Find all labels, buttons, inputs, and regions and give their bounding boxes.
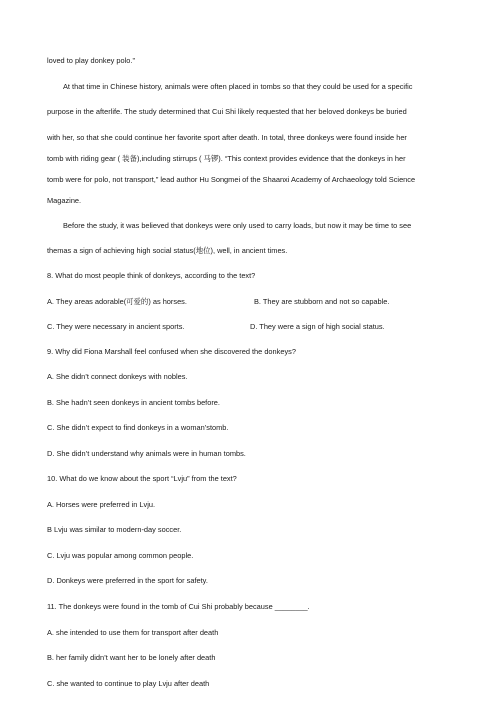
question-option: D. They were a sign of high social status. (250, 322, 385, 331)
question-option: C. She didn’t expect to find donkeys in a woman’stomb. (47, 423, 229, 432)
question-option: D. She didn’t understand why animals were in human tombs. (47, 449, 246, 458)
question-option: C. she wanted to continue to play Lvju after death (47, 679, 210, 688)
question-stem: 9. Why did Fiona Marshall feel confused when she discovered the donkeys? (47, 347, 296, 356)
question-option: A. They areas adorable(可爱的) as horses. (47, 297, 187, 306)
question-option: B. She hadn’t seen donkeys in ancient tombs before. (47, 398, 220, 407)
question-option: B. her family didn’t want her to be lonely after death (47, 653, 216, 662)
question-option-row (47, 297, 390, 307)
question-option: A. she intended to use them for transport after death (47, 628, 219, 637)
question-option: A. Horses were preferred in Lvju. (47, 500, 156, 509)
passage-text-line: purpose in the afterlife. The study determined that Cui Shi likely requested that her beloved donkeys be buried (47, 107, 407, 116)
question-stem: 10. What do we know about the sport “Lvju” from the text? (47, 474, 237, 483)
question-stem: 11. The donkeys were found in the tomb of Cui Shi probably because ________. (47, 602, 310, 611)
question-option-row (47, 322, 385, 332)
question-option: A. She didn’t connect donkeys with nobles. (47, 372, 188, 381)
passage-text-line: tomb were for polo, not transport,” lead author Hu Songmei of the Shaanxi Academy of Archaeology told Science (47, 175, 416, 184)
question-option: C. Lvju was popular among common people. (47, 551, 194, 560)
question-option: C. They were necessary in ancient sports. (47, 322, 185, 331)
question-option: B. They are stubborn and not so capable. (254, 297, 390, 306)
question-option: D. Donkeys were preferred in the sport for safety. (47, 576, 208, 585)
passage-text-line: Before the study, it was believed that donkeys were only used to carry loads, but now it may be time to see (63, 221, 412, 230)
passage-text-line: loved to play donkey polo.” (47, 56, 135, 65)
question-stem: 8. What do most people think of donkeys, according to the text? (47, 271, 256, 280)
passage-text-line: tomb with riding gear ( 装备),including stirrups ( 马锣). “This context provides evidence that the donkeys in her (47, 154, 406, 163)
passage-text-line: themas a sign of achieving high social status(地位), well, in ancient times. (47, 246, 288, 255)
question-option: B Lvju was similar to modern-day soccer. (47, 525, 182, 534)
passage-text-line: Magazine. (47, 196, 82, 205)
passage-text-line: At that time in Chinese history, animals were often placed in tombs so that they could be used for a specific (63, 82, 413, 91)
passage-text-line: with her, so that she could continue her favorite sport after death. In total, three donkeys were found inside her (47, 133, 407, 142)
